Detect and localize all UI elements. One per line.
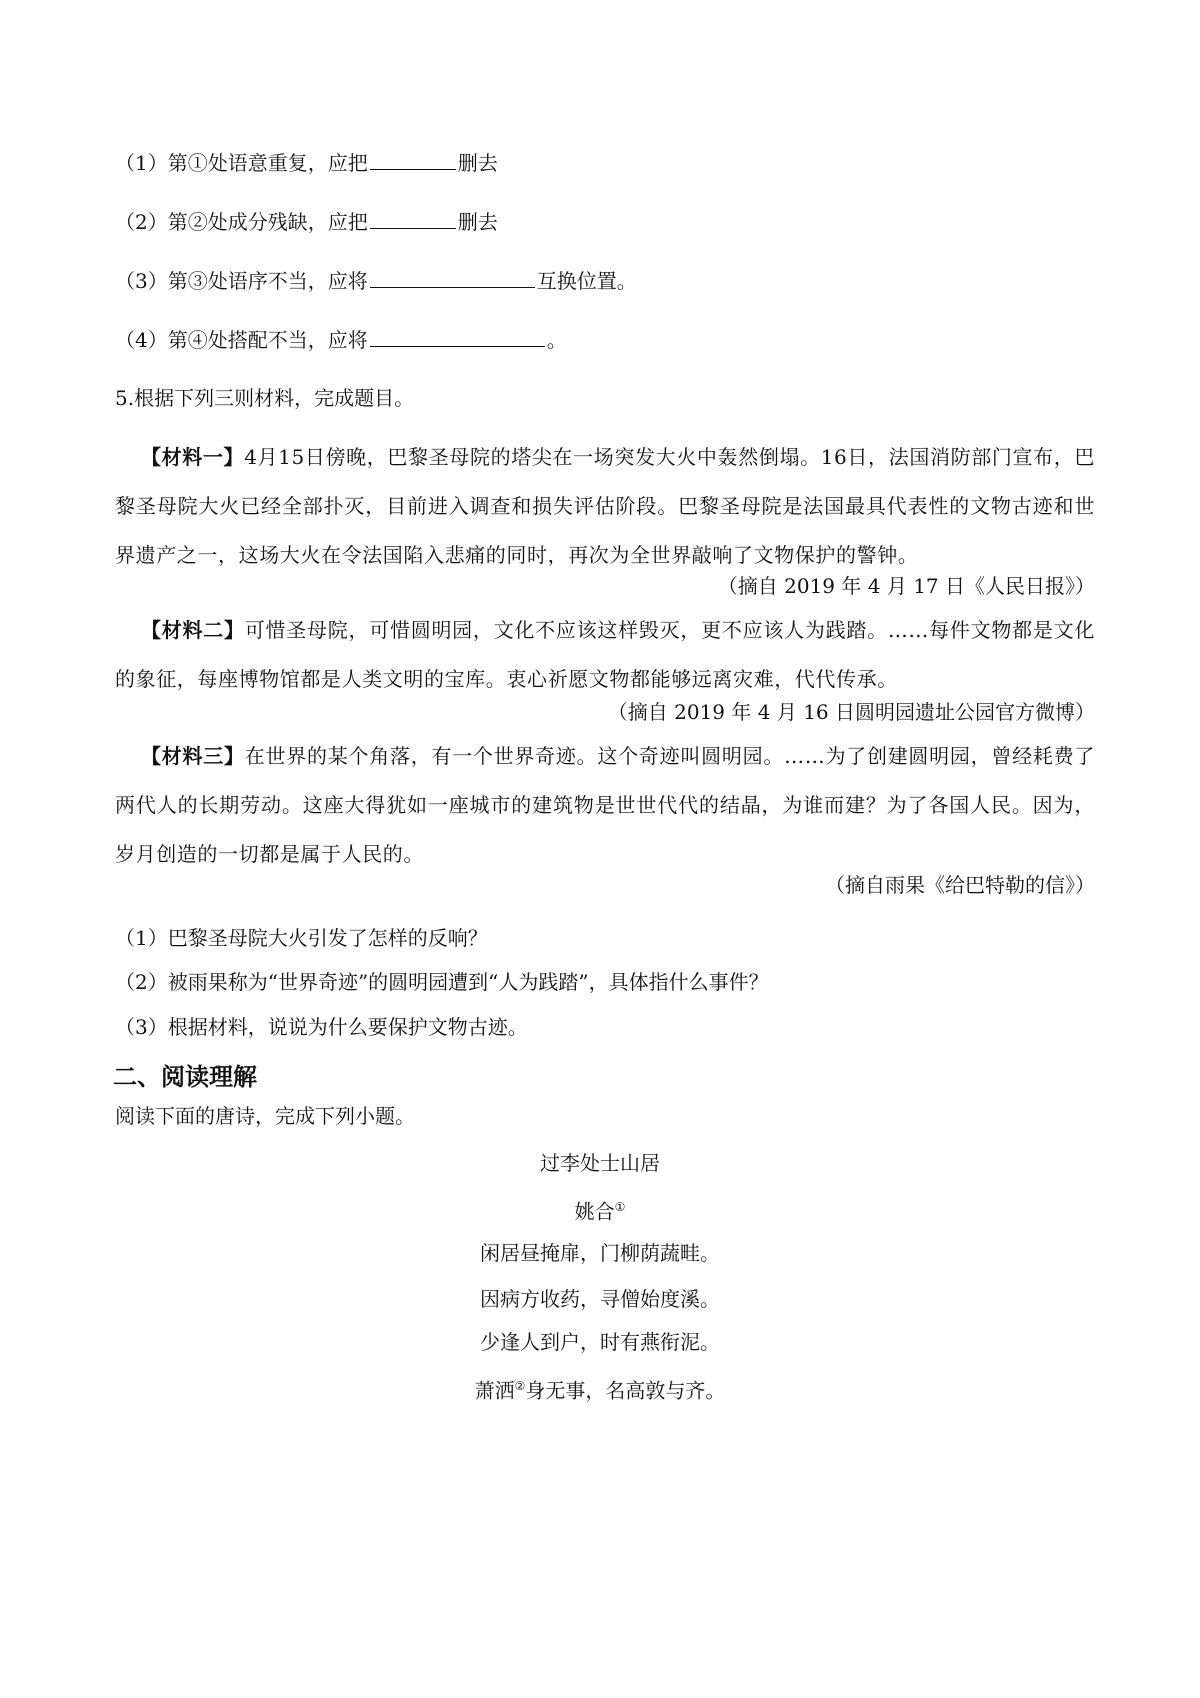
q4-item-1 [115, 147, 1095, 178]
poem-line-4-start: 萧洒 [474, 1378, 515, 1403]
material-3 [115, 732, 1095, 879]
q4-item-2 [115, 206, 1095, 237]
material-3-tag: 【材料三】 [141, 744, 245, 768]
q4-item-1-tail: 删去 [457, 151, 498, 175]
poem-title: 过李处士山居 [540, 1151, 660, 1175]
q4-item-2-tail: 删去 [457, 210, 498, 234]
material-1-tag: 【材料一】 [141, 445, 245, 469]
q5-sub-1: （1）巴黎圣母院大火引发了怎样的反响？ [115, 926, 488, 950]
material-1-source: （摘自 2019 年 4 月 17 日《人民日报》） [717, 574, 1095, 598]
q4-item-4-tail: 。 [546, 328, 567, 352]
q5-sub-3: （3）根据材料，说说为什么要保护文物古迹。 [115, 1015, 528, 1039]
q5-sub-2: （2）被雨果称为“世界奇迹”的圆明园遭到“人为践踏”，具体指什么事件？ [115, 970, 769, 994]
material-1 [115, 433, 1095, 580]
answer-blank[interactable] [370, 265, 535, 288]
poem-line-2: 因病方收药，寻僧始度溪。 [480, 1287, 720, 1311]
poem-author [0, 1192, 1200, 1227]
poem-line-4 [0, 1371, 1200, 1406]
q4-item-3-text: （3）第③处语序不当，应将 [115, 269, 368, 293]
material-2-tag: 【材料二】 [141, 618, 245, 642]
material-2-source: （摘自 2019 年 4 月 16 日圆明园遗址公园官方微博） [607, 700, 1095, 724]
q4-item-1-text: （1）第①处语意重复，应把 [115, 151, 368, 175]
poem-author-name: 姚合 [574, 1199, 615, 1224]
q4-item-2-text: （2）第②处成分残缺，应把 [115, 210, 368, 234]
material-2 [115, 606, 1095, 704]
q4-item-4 [115, 324, 1095, 355]
section-heading: 二、阅读理解 [113, 1063, 257, 1091]
material-2-text: 可惜圣母院，可惜圆明园，文化不应该这样毁灭，更不应该人为践踏。……每件文物都是文化的象征，每座博物馆都是人类文明的宝库。衷心祈愿文物都能够远离灾难，代代传承。 [115, 618, 1095, 691]
answer-blank[interactable] [370, 324, 545, 347]
answer-blank[interactable] [370, 206, 456, 229]
footnote-marker: ② [514, 1379, 526, 1393]
footnote-marker: ① [614, 1200, 626, 1214]
poem-line-4-end: 身无事，名高敦与齐。 [525, 1378, 726, 1403]
answer-blank[interactable] [370, 147, 456, 170]
poem-line-1: 闲居昼掩扉，门柳荫蔬畦。 [480, 1241, 720, 1265]
poem-line-3: 少逢人到户，时有燕衔泥。 [480, 1330, 720, 1354]
reading-intro: 阅读下面的唐诗，完成下列小题。 [115, 1104, 415, 1128]
material-3-source: （摘自雨果《给巴特勒的信》） [825, 873, 1095, 897]
q4-item-4-text: （4）第④处搭配不当，应将 [115, 328, 368, 352]
q5-stem: 5.根据下列三则材料，完成题目。 [115, 386, 415, 410]
material-3-text: 在世界的某个角落，有一个世界奇迹。这个奇迹叫圆明园。……为了创建圆明园，曾经耗费了两代人的长期劳动。这座大得犹如一座城市的建筑物是世世代代的结晶，为谁而建？为了各国人民。因为，岁月创造的一切都是属于人民的。 [115, 744, 1095, 866]
q4-item-3-tail: 互换位置。 [536, 269, 637, 293]
q4-item-3 [115, 265, 1095, 296]
material-1-text: 4月15日傍晚，巴黎圣母院的塔尖在一场突发大火中轰然倒塌。16日，法国消防部门宣布，巴黎圣母院大火已经全部扑灭，目前进入调查和损失评估阶段。巴黎圣母院是法国最具代表性的文物古迹和世界遗产之一，这场大火在令法国陷入悲痛的同时，再次为全世界敲响了文物保护的警钟。 [115, 445, 1095, 567]
